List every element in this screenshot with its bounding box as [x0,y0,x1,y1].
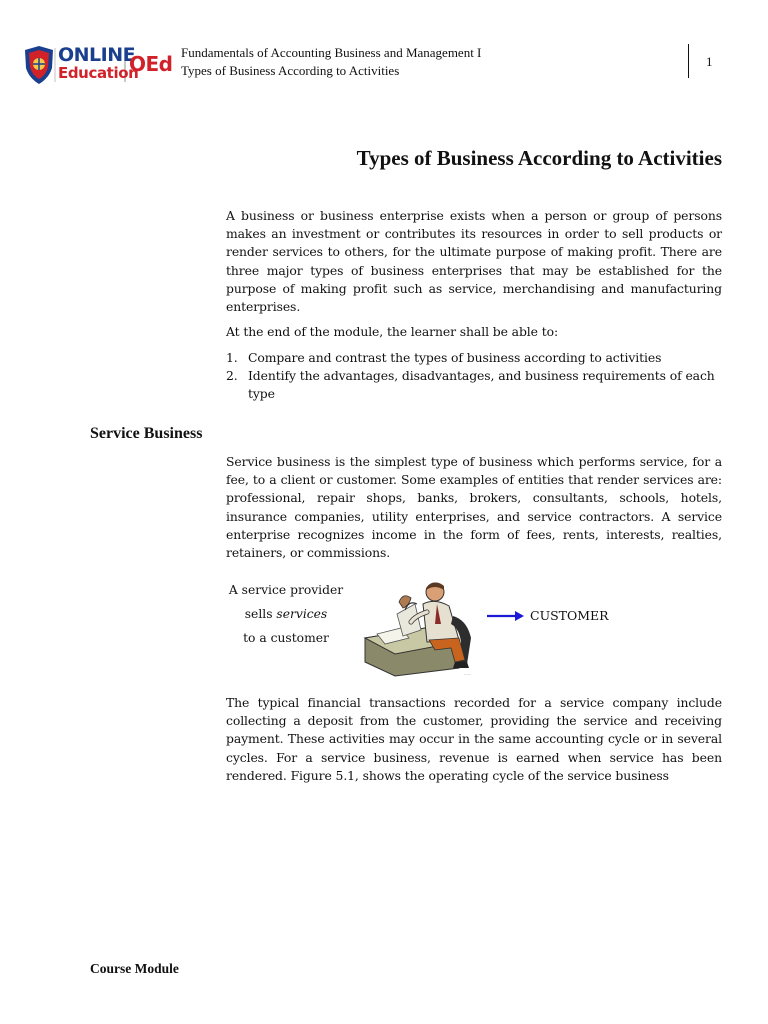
course-title: Fundamentals of Accounting Business and Management I [181,45,482,60]
topic-title: Types of Business According to Activities [181,63,400,78]
objectives-list [226,349,722,404]
service-paragraph: Service business is the simplest type of business which performs service, for a fee, to a client or customer. Some examples of entities that render services are: professional, repair shops, banks, brokers, consultants, schools, hotels, insurance companies, utility enterprises, and service contractors. A service enterprise recognizes income in the form of fees, rents, interests, realties, retainers, or commissions. [226,454,722,561]
figure-caption-line-2 [226,607,346,621]
caption-prefix: sells [244,607,277,621]
logo-brand-short: OEd [129,52,173,76]
objectives-intro: At the end of the module, the learner shall be able to: [226,324,559,339]
header-divider [688,44,689,78]
page-number: 1 [706,54,713,69]
list-item-text: Identify the advantages, disadvantages, and business requirements of each type [248,368,715,402]
online-education-logo [22,44,174,86]
customer-label: CUSTOMER [530,608,609,623]
logo-brand-bottom: Education [58,64,139,82]
svg-text:~~~: ~~~ [463,672,471,677]
figure-caption-line-3: to a customer [243,631,329,645]
list-item [226,367,722,403]
service-provider-clipart [363,576,489,680]
section-heading-service-business: Service Business [90,425,203,442]
list-item [226,349,722,367]
figure-caption-line-1: A service provider [228,583,344,597]
footer-course-module: Course Module [90,961,179,976]
intro-paragraph: A business or business enterprise exists when a person or group of persons makes an investment or contributes its resources in order to sell products or render services to others, for the ultimate purpose of making profit. There are three major types of business enterprises that may be established for the purpose of making profit such as service, merchandising and manufacturing enterprises. [226,208,722,315]
running-header [181,44,481,80]
caption-emphasis: services [276,607,328,621]
logo-brand-top: ONLINE [58,44,136,66]
list-item-number: 2. [226,368,238,384]
transactions-paragraph: The typical financial transactions recorded for a service company include collecting a deposit from the customer, providing the service and receiving payment. These activities may occur in the same accounting cycle or in several cycles. For a service business, revenue is earned when service has been rendered. Figure 5.1, shows the operating cycle of the service business [226,695,722,783]
list-item-number: 1. [226,350,238,365]
arrow-right-icon [486,609,526,623]
list-item-text: Compare and contrast the types of business according to activities [248,350,662,365]
document-title: Types of Business According to Activities [356,146,722,170]
